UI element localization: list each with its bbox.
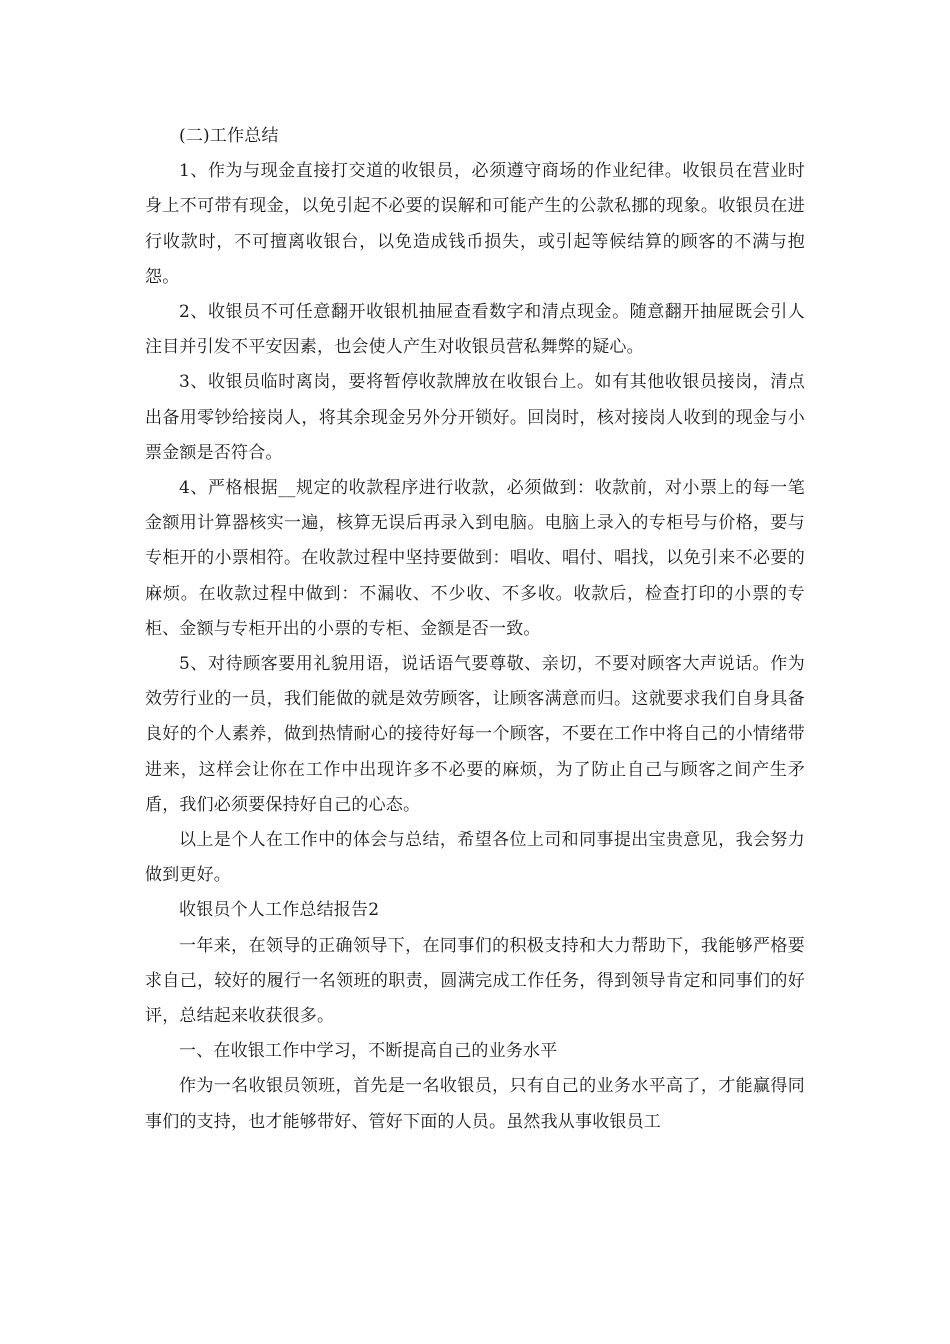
paragraph-item-2: 2、收银员不可任意翻开收银机抽屉查看数字和清点现金。随意翻开抽屉既会引人注目并引发不平安因素，也会使人产生对收银员营私舞弊的疑心。 — [145, 302, 805, 358]
paragraph-item-3: 3、收银员临时离岗，要将暂停收款牌放在收银台上。如有其他收银员接岗，清点出备用零钞给接岗人，将其余现金另外分开锁好。回岗时，核对接岗人收到的现金与小票金额是否符合。 — [145, 372, 805, 463]
paragraph-intro: 一年来，在领导的正确领导下，在同事们的积极支持和大力帮助下，我能够严格要求自己，较好的履行一名领班的职责，圆满完成工作任务，得到领导肯定和同事们的好评，总结起来收获很多。 — [145, 935, 805, 1027]
section-heading-work-summary: (二)工作总结 — [179, 126, 279, 146]
paragraph-item-1: 1、作为与现金直接打交道的收银员，必须遵守商场的作业纪律。收银员在营业时身上不可带有现金，以免引起不必要的误解和可能产生的公款私挪的现象。收银员在进行收款时，不可擅离收银台，以免造成钱币损失，或引起等候结算的顾客的不满与抱怨。 — [145, 161, 805, 287]
section-heading-learning: 一、在收银工作中学习，不断提高自己的业务水平 — [179, 1041, 558, 1062]
report-title-2: 收银员个人工作总结报告2 — [179, 900, 380, 921]
paragraph-item-4: 4、严格根据__规定的收款程序进行收款，必须做到：收款前，对小票上的每一笔金额用计算器核实一遍，核算无误后再录入到电脑。电脑上录入的专柜号与价格，要与专柜开的小票相符。在收款过程中坚持要做到：唱收、唱付、唱找，以免引来不必要的麻烦。在收款过程中做到：不漏收、不少收、不多收。收款后，检查打印的小票的专柜、金额与专柜开出的小票的专柜、金额是否一致。 — [145, 478, 805, 639]
paragraph-closing: 以上是个人在工作中的体会与总结，希望各位上司和同事提出宝贵意见，我会努力做到更好。 — [145, 830, 805, 886]
document-page — [145, 119, 805, 1140]
paragraph-item-5: 5、对待顾客要用礼貌用语，说话语气要尊敬、亲切，不要对顾客大声说话。作为效劳行业的一员，我们能做的就是效劳顾客，让顾客满意而归。这就要求我们自身具备良好的个人素养，做到热情耐心的接待好每一个顾客，不要在工作中将自己的小情绪带进来，这样会让你在工作中出现许多不必要的麻烦，为了防止自己与顾客之间产生矛盾，我们必须要保持好自己的心态。 — [145, 654, 805, 815]
paragraph-learning: 作为一名收银员领班，首先是一名收银员，只有自己的业务水平高了，才能赢得同事们的支持，也才能够带好、管好下面的人员。虽然我从事收银员工 — [145, 1076, 805, 1132]
